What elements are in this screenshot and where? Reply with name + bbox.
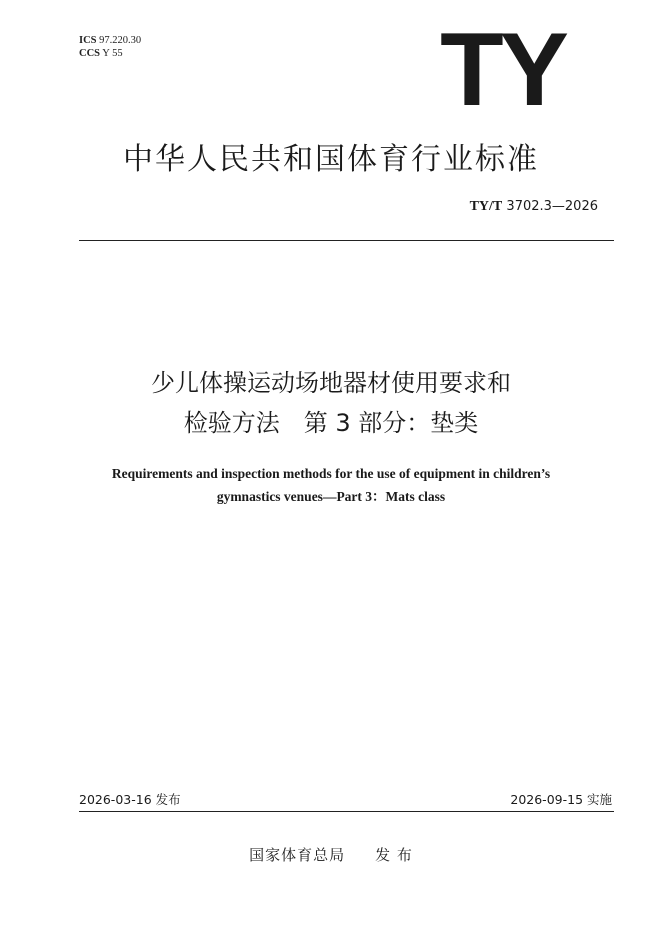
- top-divider: [79, 240, 614, 241]
- classification-codes: [79, 34, 141, 60]
- english-title-line1: Requirements and inspection methods for the use of equipment in children’s: [111, 466, 551, 481]
- standard-number: [470, 199, 598, 215]
- publisher: [0, 844, 662, 865]
- bottom-divider: [79, 811, 614, 812]
- effective-date: 2026-09-15 实施: [510, 792, 612, 807]
- ty-logo: TY: [440, 12, 565, 128]
- chinese-title-line1: 少儿体操运动场地器材使用要求和: [151, 369, 511, 397]
- publisher-name: 国家体育总局: [249, 846, 346, 864]
- ccs-code: CCS Y 55: [79, 48, 123, 59]
- publish-word: 发 布: [375, 846, 413, 864]
- issue-date: 2026-03-16 发布: [79, 792, 181, 807]
- standard-number-prefix: TY/T: [469, 199, 503, 214]
- standard-title: 中华人民共和国体育行业标准: [123, 142, 539, 177]
- chinese-title: [0, 363, 662, 443]
- ics-code: ICS 97.220.30: [79, 35, 142, 46]
- english-title: [0, 462, 662, 508]
- english-title-line2: gymnastics venues—Part 3：Mats class: [216, 489, 446, 504]
- chinese-title-line2: 检验方法 第 3 部分：垫类: [183, 409, 479, 437]
- standard-number-value: 3702.3—2026: [506, 199, 598, 214]
